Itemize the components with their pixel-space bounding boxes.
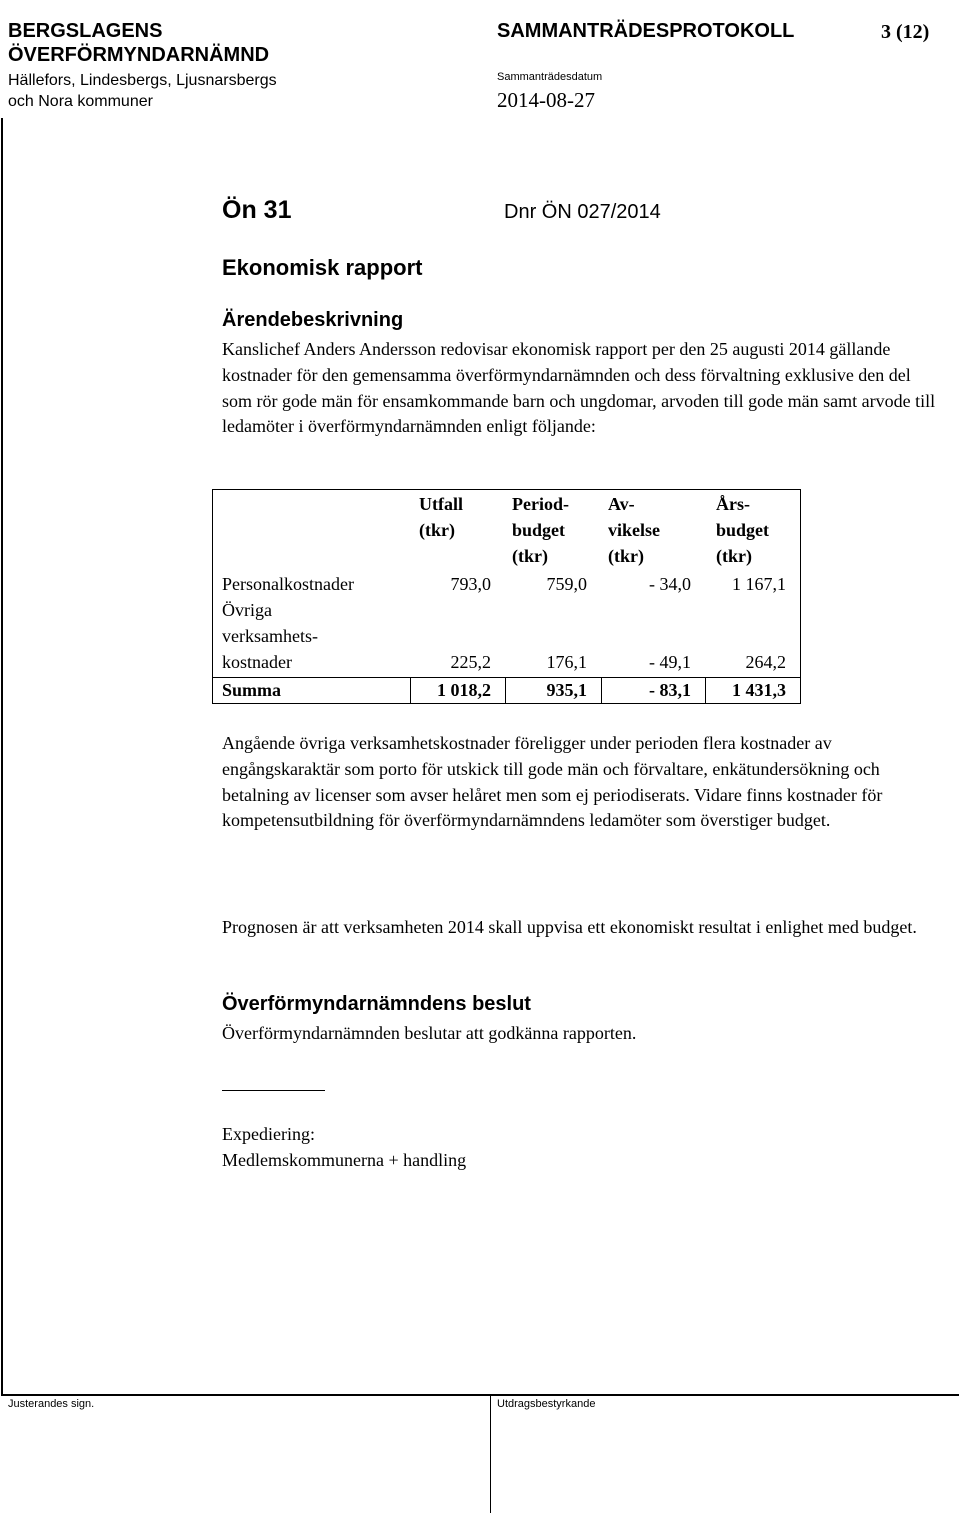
- table-cell: 264,2: [745, 652, 786, 672]
- description-paragraph: Kanslichef Anders Andersson redovisar ekonomisk rapport per den 25 augusti 2014 gällande kostnader för den gemensamma överförmyndarnämnden och dess förvaltning exklusive den del som rör gode män för ensamkommande barn och ungdomar, arvoden till gode män samt arvode till ledamöter i överförmyndarnämnden enligt följande:: [222, 339, 936, 437]
- separator-line: [222, 1090, 325, 1091]
- municipalities-line2: och Nora kommuner: [8, 93, 153, 110]
- table-cell: 176,1: [546, 652, 587, 672]
- row-label-ovriga-verksamhetskostnader: Övriga verksamhets- kostnader: [222, 600, 318, 672]
- table-cell: 793,0: [450, 574, 491, 594]
- section-number: Ön 31: [222, 196, 292, 224]
- footer-utdragsbestyrkande: Utdragsbestyrkande: [497, 1398, 596, 1410]
- row-label-personalkostnader: Personalkostnader: [222, 574, 354, 594]
- organization-name-line2: ÖVERFÖRMYNDARNÄMND: [8, 44, 270, 66]
- decision-text: Överförmyndarnämnden beslutar att godkänna rapporten.: [222, 1023, 637, 1043]
- table-border-right: [800, 489, 801, 704]
- summary-cell-divider: [705, 677, 706, 703]
- row-label-summa: Summa: [222, 680, 282, 700]
- table-cell: - 34,0: [649, 574, 691, 594]
- table-cell: 935,1: [546, 680, 587, 700]
- expediering-recipients: Medlemskommunerna + handling: [222, 1150, 467, 1170]
- summary-cell-divider: [601, 677, 602, 703]
- forecast-paragraph: Prognosen är att verksamheten 2014 skall uppvisa ett ekonomiskt resultat i enlighet med budget.: [222, 917, 917, 937]
- meeting-date: 2014-08-27: [497, 88, 595, 112]
- column-header-avvikelse: Av- vikelse (tkr): [608, 494, 660, 566]
- table-cell: - 49,1: [649, 652, 691, 672]
- table-cell: - 83,1: [649, 680, 691, 700]
- table-cell: 1 018,2: [437, 680, 491, 700]
- meeting-date-label: Sammanträdesdatum: [497, 71, 603, 83]
- column-header-arsbudget: Års- budget (tkr): [716, 494, 770, 566]
- table-cell: 225,2: [450, 652, 491, 672]
- table-border-bottom: [212, 703, 800, 704]
- footer-divider: [1, 1394, 959, 1396]
- section-title: Ekonomisk rapport: [222, 255, 423, 280]
- footer-column-divider: [490, 1395, 491, 1513]
- summary-cell-divider: [505, 677, 506, 703]
- page-number: 3 (12): [881, 21, 930, 43]
- table-cell: 1 167,1: [732, 574, 786, 594]
- footer-justerandes-sign: Justerandes sign.: [8, 1398, 95, 1410]
- summary-cell-divider: [410, 677, 411, 703]
- table-border-top: [212, 489, 800, 490]
- document-type: SAMMANTRÄDESPROTOKOLL: [497, 20, 795, 42]
- table-border-left: [212, 489, 213, 704]
- column-header-periodbudget: Period- budget (tkr): [512, 494, 569, 566]
- organization-name-line1: BERGSLAGENS: [8, 20, 163, 42]
- column-header-utfall: Utfall (tkr): [419, 494, 463, 540]
- decision-heading: Överförmyndarnämndens beslut: [222, 993, 531, 1015]
- description-heading: Ärendebeskrivning: [222, 309, 404, 331]
- summary-row-divider: [212, 677, 800, 678]
- expediering-label: Expediering:: [222, 1124, 315, 1144]
- table-cell: 759,0: [546, 574, 587, 594]
- left-margin-line: [1, 118, 3, 1396]
- financial-table: [212, 489, 800, 704]
- other-costs-paragraph: Angående övriga verksamhetskostnader föreligger under perioden flera kostnader av engångskaraktär som porto för utskick till gode män och förvaltare, enkätundersökning och betalning av licenser som avser helåret men som ej periodiserats. Vidare finns kostnader för kompetensutbildning för överförmyndarnämndens ledamöter som överstiger budget.: [222, 733, 883, 831]
- diary-number: Dnr ÖN 027/2014: [504, 201, 661, 223]
- municipalities-line1: Hällefors, Lindesbergs, Ljusnarsbergs: [8, 72, 277, 89]
- table-cell: 1 431,3: [732, 680, 786, 700]
